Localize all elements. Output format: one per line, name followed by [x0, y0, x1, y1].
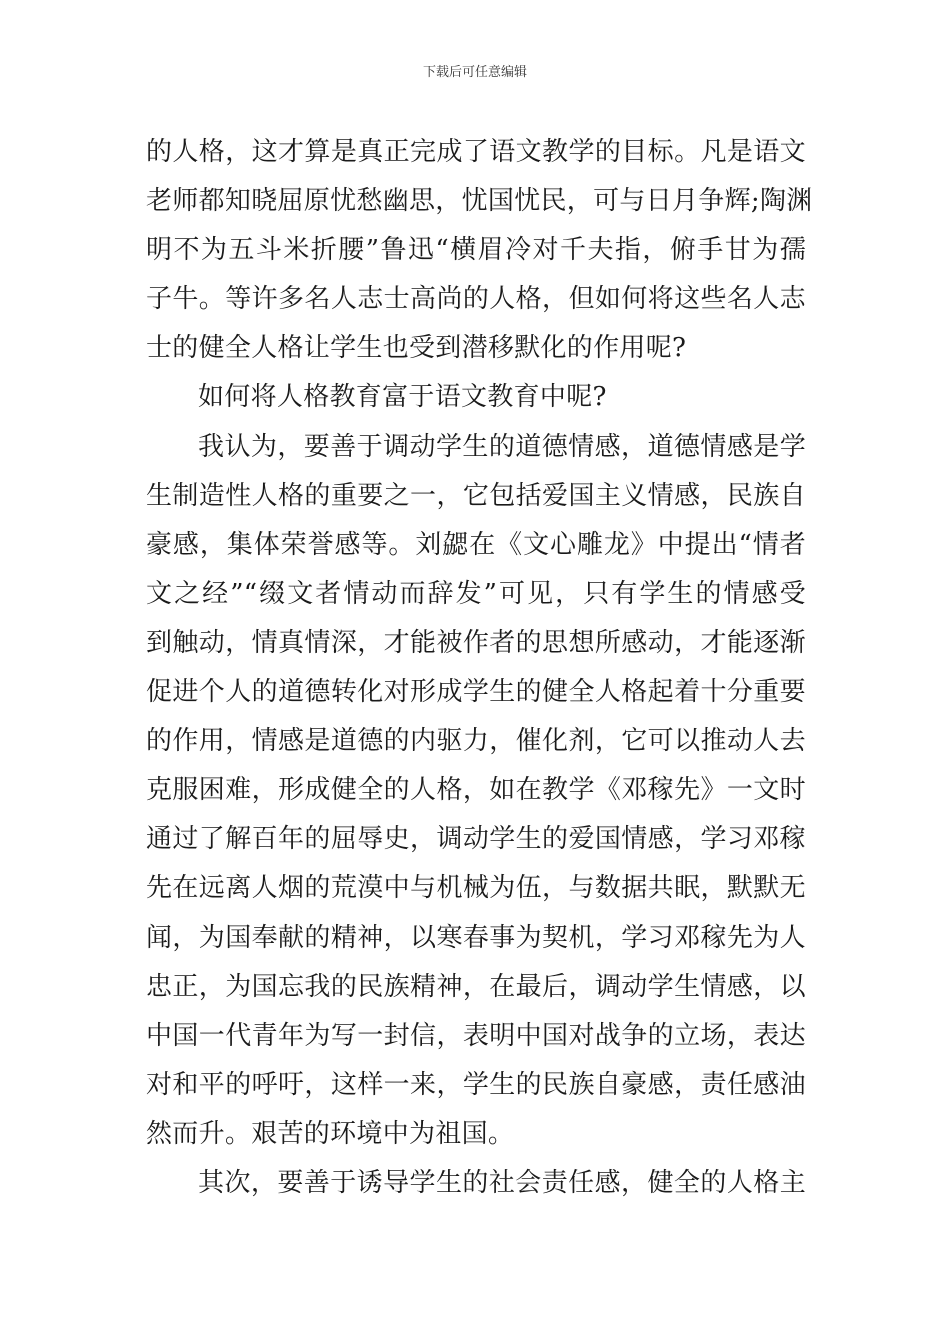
text-line: 克服困难，形成健全的人格，如在教学《邓稼先》一文时	[146, 775, 806, 806]
text-line: 豪感，集体荣誉感等。刘勰在《文心雕龙》中提出“情者	[146, 529, 806, 560]
text-line: 其次，要善于诱导学生的社会责任感，健全的人格主	[198, 1167, 806, 1198]
text-line: 到触动，情真情深，才能被作者的思想所感动，才能逐渐	[146, 627, 806, 658]
text-line: 闻，为国奉献的精神，以寒春事为契机，学习邓稼先为人	[146, 922, 806, 953]
text-line: 然而升。艰苦的环境中为祖国。	[146, 1118, 515, 1149]
text-line: 对和平的呼吁，这样一来，学生的民族自豪感，责任感油	[146, 1069, 806, 1100]
text-line: 先在远离人烟的荒漠中与机械为伍，与数据共眠，默默无	[146, 873, 806, 904]
text-line: 文之经”“缀文者情动而辞发”可见，只有学生的情感受	[146, 578, 806, 609]
text-line: 老师都知晓屈原忧愁幽思，忧国忧民，可与日月争辉;陶渊	[146, 186, 813, 217]
text-line: 中国一代青年为写一封信，表明中国对战争的立场，表达	[146, 1020, 806, 1051]
text-line: 的人格，这才算是真正完成了语文教学的目标。凡是语文	[146, 137, 806, 167]
page-header: 下载后可任意编辑	[422, 65, 527, 80]
text-line: 生制造性人格的重要之一，它包括爱国主义情感，民族自	[146, 480, 806, 511]
text-line: 明不为五斗米折腰”鲁迅“横眉冷对千夫指，俯手甘为孺	[146, 235, 806, 266]
text-line: 忠正，为国忘我的民族精神，在最后，调动学生情感，以	[146, 971, 806, 1002]
text-line: 子牛。等许多名人志士高尚的人格，但如何将这些名人志	[146, 284, 806, 315]
body-text	[146, 128, 813, 1208]
text-line: 士的健全人格让学生也受到潜移默化的作用呢?	[146, 333, 687, 364]
text-line: 我认为，要善于调动学生的道德情感，道德情感是学	[198, 431, 806, 462]
text-line: 促进个人的道德转化对形成学生的健全人格起着十分重要	[146, 677, 806, 708]
text-line: 如何将人格教育富于语文教育中呢?	[198, 382, 607, 413]
text-line: 的作用，情感是道德的内驱力，催化剂，它可以推动人去	[146, 726, 806, 757]
text-line: 通过了解百年的屈辱史，调动学生的爱国情感，学习邓稼	[146, 824, 806, 855]
